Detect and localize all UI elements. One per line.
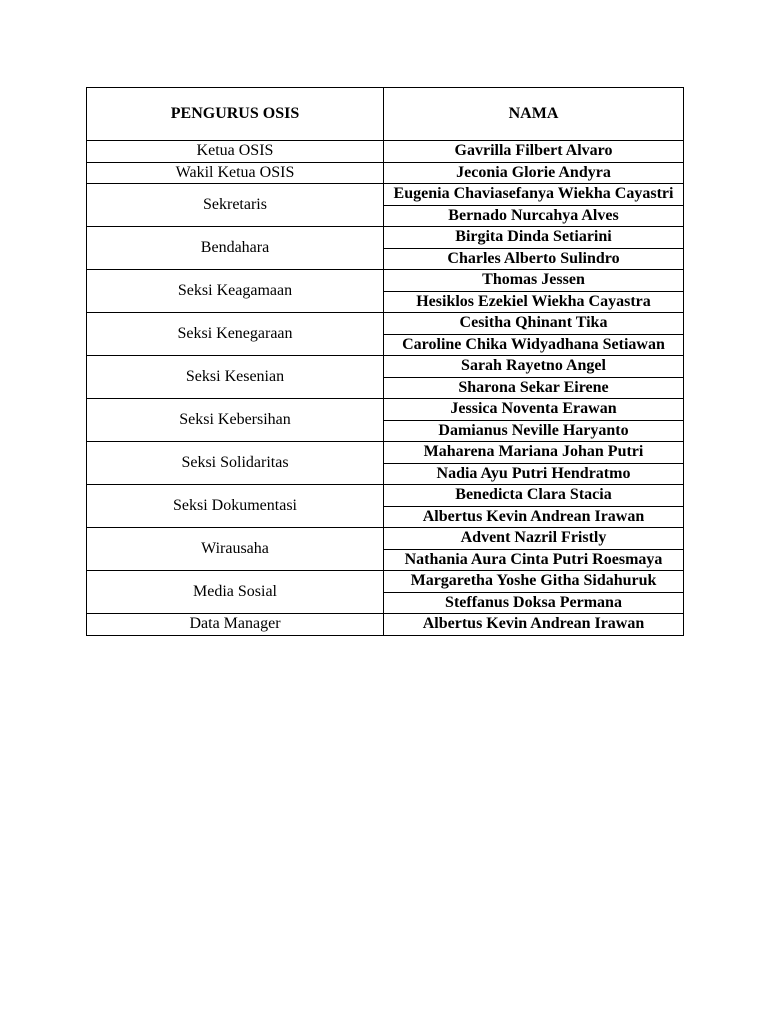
table-row bbox=[87, 528, 684, 550]
table-row bbox=[87, 270, 684, 292]
role-cell: Seksi Kebersihan bbox=[87, 399, 384, 442]
name-cell: Margaretha Yoshe Githa Sidahuruk bbox=[384, 571, 684, 593]
osis-officers-table bbox=[86, 87, 684, 636]
role-cell: Media Sosial bbox=[87, 571, 384, 614]
name-cell: Jeconia Glorie Andyra bbox=[384, 162, 684, 184]
name-cell: Hesiklos Ezekiel Wiekha Cayastra bbox=[384, 291, 684, 313]
role-cell: Bendahara bbox=[87, 227, 384, 270]
name-cell: Caroline Chika Widyadhana Setiawan bbox=[384, 334, 684, 356]
role-cell: Ketua OSIS bbox=[87, 141, 384, 163]
header-role: PENGURUS OSIS bbox=[87, 88, 384, 141]
name-cell: Jessica Noventa Erawan bbox=[384, 399, 684, 421]
table-header-row bbox=[87, 88, 684, 141]
name-cell: Sarah Rayetno Angel bbox=[384, 356, 684, 378]
role-cell: Wakil Ketua OSIS bbox=[87, 162, 384, 184]
name-cell: Eugenia Chaviasefanya Wiekha Cayastri bbox=[384, 184, 684, 206]
name-cell: Birgita Dinda Setiarini bbox=[384, 227, 684, 249]
name-cell: Thomas Jessen bbox=[384, 270, 684, 292]
table-row bbox=[87, 227, 684, 249]
role-cell: Seksi Keagamaan bbox=[87, 270, 384, 313]
name-cell: Albertus Kevin Andrean Irawan bbox=[384, 506, 684, 528]
table-row bbox=[87, 399, 684, 421]
role-cell: Sekretaris bbox=[87, 184, 384, 227]
table-row bbox=[87, 485, 684, 507]
role-cell: Seksi Kesenian bbox=[87, 356, 384, 399]
table-row bbox=[87, 571, 684, 593]
table-row bbox=[87, 356, 684, 378]
table-row bbox=[87, 184, 684, 206]
table-row bbox=[87, 162, 684, 184]
role-cell: Seksi Kenegaraan bbox=[87, 313, 384, 356]
name-cell: Charles Alberto Sulindro bbox=[384, 248, 684, 270]
table-row bbox=[87, 614, 684, 636]
table-body bbox=[87, 141, 684, 636]
name-cell: Benedicta Clara Stacia bbox=[384, 485, 684, 507]
header-name: NAMA bbox=[384, 88, 684, 141]
name-cell: Cesitha Qhinant Tika bbox=[384, 313, 684, 335]
table-row bbox=[87, 141, 684, 163]
name-cell: Maharena Mariana Johan Putri bbox=[384, 442, 684, 464]
name-cell: Steffanus Doksa Permana bbox=[384, 592, 684, 614]
name-cell: Sharona Sekar Eirene bbox=[384, 377, 684, 399]
table-row bbox=[87, 442, 684, 464]
name-cell: Damianus Neville Haryanto bbox=[384, 420, 684, 442]
role-cell: Seksi Dokumentasi bbox=[87, 485, 384, 528]
name-cell: Advent Nazril Fristly bbox=[384, 528, 684, 550]
name-cell: Nadia Ayu Putri Hendratmo bbox=[384, 463, 684, 485]
role-cell: Wirausaha bbox=[87, 528, 384, 571]
role-cell: Seksi Solidaritas bbox=[87, 442, 384, 485]
role-cell: Data Manager bbox=[87, 614, 384, 636]
name-cell: Bernado Nurcahya Alves bbox=[384, 205, 684, 227]
name-cell: Gavrilla Filbert Alvaro bbox=[384, 141, 684, 163]
name-cell: Nathania Aura Cinta Putri Roesmaya bbox=[384, 549, 684, 571]
table-row bbox=[87, 313, 684, 335]
name-cell: Albertus Kevin Andrean Irawan bbox=[384, 614, 684, 636]
